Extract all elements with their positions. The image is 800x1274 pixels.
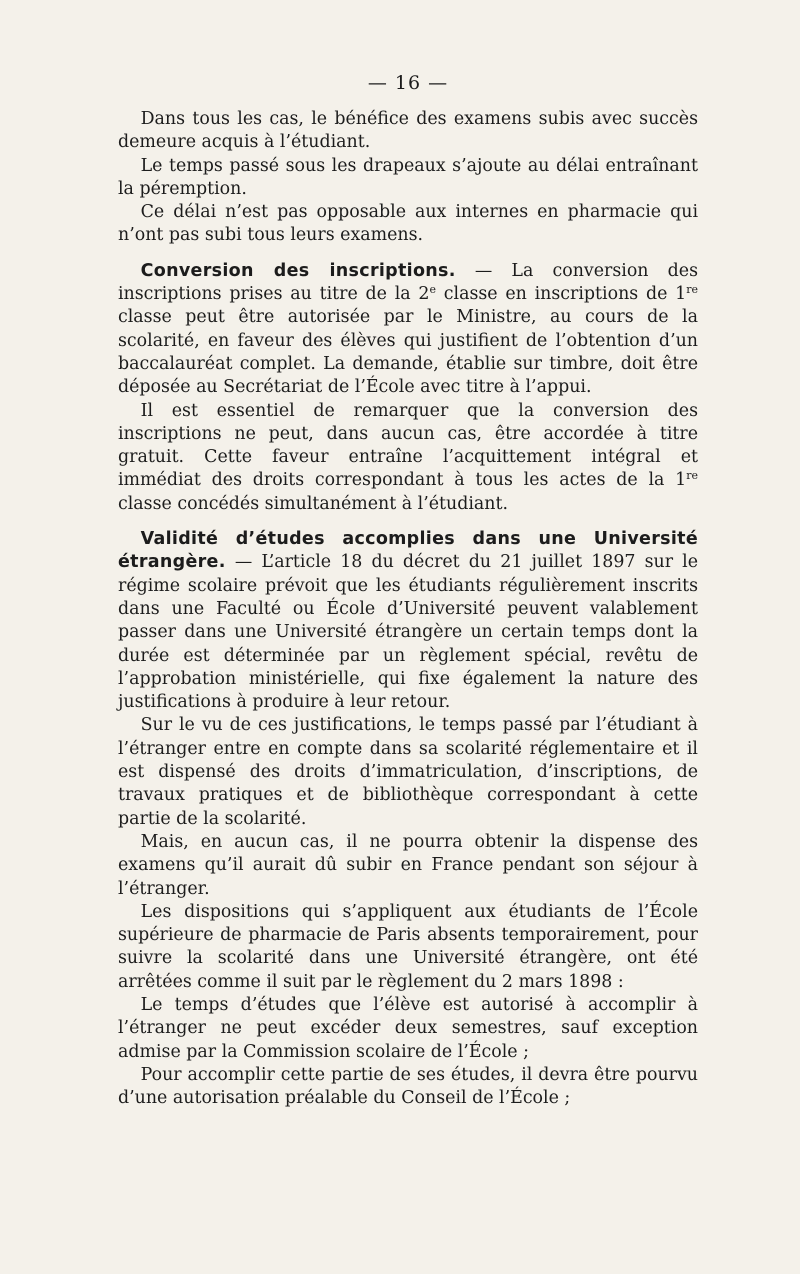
- paragraph-dispositions: Les dispositions qui s’appliquent aux étudiants de l’École supérieure de pharmacie de Paris absents temporairement, pour suivre la scolarité dans une Université étrangère, ont été arrêtées comme il suit par le règlement du 2 mars 1898 :: [118, 901, 698, 992]
- conversion-p2-text-2: classe concédés simultanément à l’étudiant.: [118, 493, 508, 514]
- validite-text: — L’article 18 du décret du 21 juillet 1897 sur le régime scolaire prévoit que les étudiants régulièrement inscrits dans une Faculté ou École d’Université peuvent valablement passer dans une Université étrangère un certain temps dont la durée est déterminée par un règlement spécial, revêtu de l’approbation ministérielle, qui fixe également la nature des justifications à produire à leur retour.: [118, 552, 698, 713]
- conversion-p2-text-1: Il est essentiel de remarquer que la conversion des inscriptions ne peut, dans aucun cas, être accordée à titre gratuit. Cette faveur entraîne l’acquittement intégral et immédiat des droits correspondant à tous les actes de la 1: [118, 400, 698, 491]
- conversion-p2-sup: re: [686, 469, 698, 483]
- conversion-text-2: classe en inscriptions de 1: [436, 284, 687, 305]
- page-number: — 16 —: [367, 72, 449, 94]
- paragraph-internes: Ce délai n’est pas opposable aux internes en pharmacie qui n’ont pas subi tous leurs examens.: [118, 202, 698, 246]
- conversion-sup-1: e: [429, 283, 436, 297]
- paragraph-autorisation: Pour accomplir cette partie de ses études, il devra être pourvu d’une autorisation préalable du Conseil de l’École ;: [118, 1064, 698, 1109]
- paragraph-drapeaux: Le temps passé sous les drapeaux s’ajoute au délai entraînant la péremption.: [118, 155, 698, 199]
- paragraph-dispense-examens: Mais, en aucun cas, il ne pourra obtenir la dispense des examens qu’il aurait dû subir en France pendant son séjour à l’étranger.: [118, 831, 698, 899]
- paragraph-benefice: Dans tous les cas, le bénéfice des examens subis avec succès demeure acquis à l’étudiant.: [118, 109, 698, 153]
- paragraph-justifications: Sur le vu de ces justifications, le temps passé par l’étudiant à l’étranger entre en compte dans sa scolarité réglementaire et il est dispensé des droits d’immatriculation, d’inscriptions, de travaux pratiques et de bibliothèque correspondant à cette partie de la scolarité.: [118, 715, 698, 829]
- section-conversion: [118, 260, 698, 400]
- paragraph-conversion-gratuit: [118, 400, 698, 516]
- heading-conversion: Conversion des inscriptions.: [140, 260, 456, 281]
- paragraph-temps-etudes: Le temps d’études que l’élève est autorisé à accomplir à l’étranger ne peut excéder deux semestres, sauf exception admise par la Commission scolaire de l’École ;: [118, 994, 698, 1062]
- heading-validite: Validité d’études accomplies dans une Université étrangère.: [118, 529, 698, 573]
- conversion-sup-2: re: [686, 283, 698, 297]
- document-page: [118, 72, 698, 1110]
- section-validite: [118, 528, 698, 714]
- conversion-text-1: — La conversion des inscriptions prises au titre de la 2: [118, 260, 699, 305]
- conversion-text-3: classe peut être autorisée par le Ministre, au cours de la scolarité, en faveur des élèves qui justifient de l’obtention d’un baccalauréat complet. La demande, établie sur timbre, doit être déposée au Secrétariat de l’École avec titre à l’appui.: [118, 307, 698, 398]
